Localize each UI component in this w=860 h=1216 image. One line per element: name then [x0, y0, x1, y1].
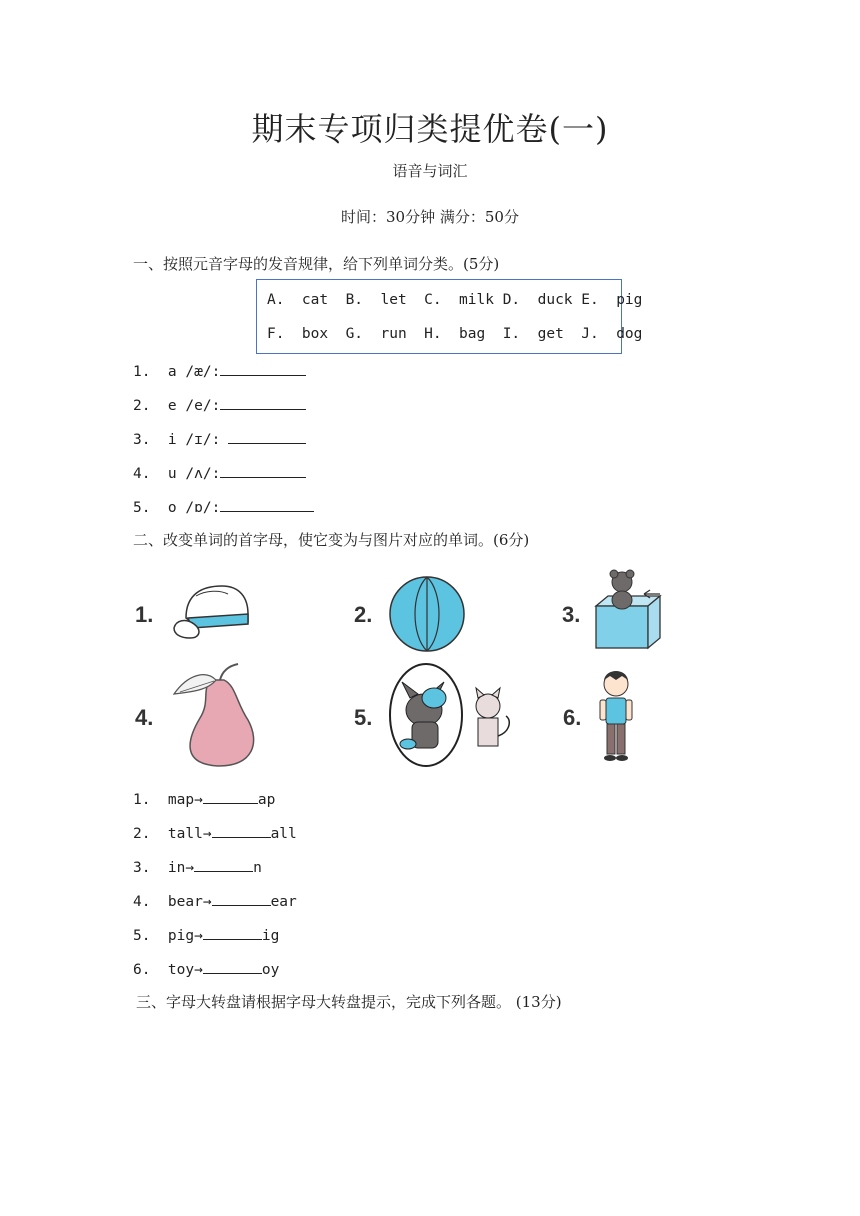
s2-question-3 [133, 857, 262, 876]
s1-question-label: 4. u /ʌ/: [133, 466, 221, 482]
answer-blank[interactable] [203, 925, 262, 940]
s1-question-label: 5. o /ɒ/: [133, 500, 221, 516]
s1-question-4 [133, 463, 306, 482]
page-subtitle: 语音与词汇 [392, 162, 468, 180]
picture-number-3: 3. [562, 602, 581, 627]
s2-question-prefix: 1. map→ [133, 792, 203, 808]
s2-question-2 [133, 823, 297, 842]
s2-question-4 [133, 891, 297, 910]
s2-question-5 [133, 925, 279, 944]
answer-blank[interactable] [220, 463, 306, 478]
section2-heading: 二、改变单词的首字母，使它变为与图片对应的单词。(6分) [133, 531, 530, 549]
section1-heading: 一、按照元音字母的发音规律，给下列单词分类。(5分) [133, 255, 500, 273]
answer-blank[interactable] [220, 395, 306, 410]
boy-icon [592, 666, 640, 768]
s2-question-6 [133, 959, 279, 978]
picture-number-2: 2. [354, 602, 373, 627]
s2-question-1 [133, 789, 275, 808]
answer-blank[interactable] [194, 857, 253, 872]
word-box-row-1: A. cat B. let C. milk D. duck E. pig [267, 292, 643, 308]
cat-and-dog-icon [388, 662, 518, 772]
word-box [256, 279, 643, 354]
s2-question-suffix: ear [270, 894, 297, 910]
s2-question-prefix: 4. bear→ [133, 894, 212, 910]
picture-number-6: 6. [563, 705, 582, 730]
s1-question-1 [133, 361, 306, 380]
s1-question-2 [133, 395, 306, 414]
picture-number-1: 1. [135, 602, 154, 627]
ball-icon [387, 574, 467, 658]
answer-blank[interactable] [220, 361, 306, 376]
s2-question-prefix: 6. toy→ [133, 962, 203, 978]
s2-question-prefix: 2. tall→ [133, 826, 212, 842]
bear-on-box-icon [590, 568, 672, 656]
answer-blank[interactable] [212, 823, 271, 838]
s1-question-3 [133, 429, 306, 448]
s2-question-prefix: 3. in→ [133, 860, 195, 876]
s2-question-suffix: all [270, 826, 297, 842]
s2-question-suffix: ig [261, 928, 280, 944]
cap-icon [172, 584, 252, 646]
page-title: 期末专项归类提优卷(一) [251, 110, 609, 148]
s1-question-label: 1. a /æ/: [133, 364, 221, 380]
time-info: 时间：30分钟 满分：50分 [341, 208, 519, 226]
s1-question-label: 3. i /ɪ/: [133, 432, 221, 448]
picture-number-4: 4. [135, 705, 154, 730]
pear-icon [166, 662, 266, 772]
s2-question-suffix: ap [257, 792, 276, 808]
s1-question-label: 2. e /e/: [133, 398, 221, 414]
s2-question-prefix: 5. pig→ [133, 928, 203, 944]
answer-blank[interactable] [220, 497, 314, 512]
picture-number-5: 5. [354, 705, 373, 730]
word-box-row-2: F. box G. run H. bag I. get J. dog [267, 326, 643, 342]
s2-question-suffix: n [253, 860, 262, 876]
s1-question-5 [133, 497, 314, 516]
section3-heading: 三、字母大转盘请根据字母大转盘提示，完成下列各题。 (13分) [136, 993, 562, 1011]
answer-blank[interactable] [212, 891, 271, 906]
answer-blank[interactable] [203, 789, 258, 804]
s2-question-suffix: oy [261, 962, 280, 978]
answer-blank[interactable] [203, 959, 262, 974]
answer-blank[interactable] [228, 429, 306, 444]
